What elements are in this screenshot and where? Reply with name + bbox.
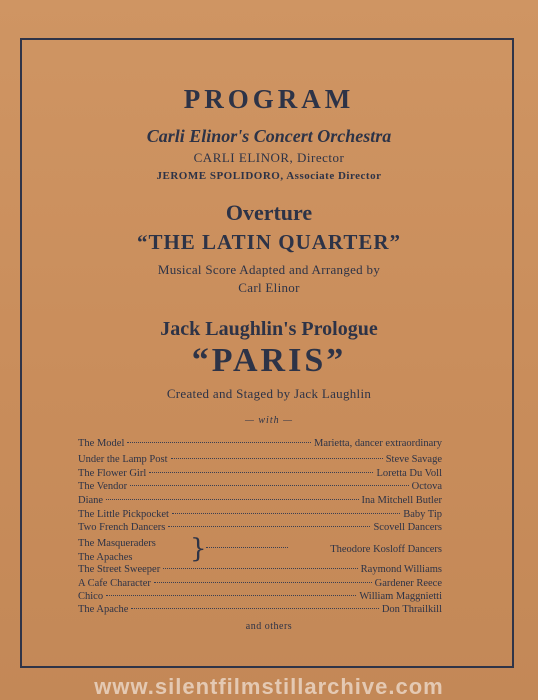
cast-role: Diane [78, 495, 104, 506]
cast-performer: Steve Savage [385, 454, 442, 465]
cast-row [78, 494, 442, 507]
created-by-line: Created and Staged by Jack Laughlin [166, 386, 372, 401]
cast-row [78, 437, 442, 450]
cast-row [78, 590, 442, 603]
cast-performer: Baby Tip [403, 509, 442, 520]
orchestra-name: Carli Elinor's Concert Orchestra [146, 126, 392, 146]
dot-leader [106, 499, 358, 500]
watermark: www.silentfilmstillarchive.com [94, 674, 444, 699]
dot-leader [206, 541, 288, 548]
dot-leader [130, 485, 409, 486]
cast-row [78, 480, 442, 493]
dot-leader [172, 513, 400, 514]
cast-role: Two French Dancers [78, 522, 166, 533]
cast-performer: Theodore Kosloff Dancers [330, 544, 442, 555]
cast-row-masqueraders [78, 534, 442, 565]
cast-row [78, 508, 442, 521]
and-others-line: and others [245, 621, 293, 632]
overture-label: Overture [225, 200, 313, 225]
dot-leader [168, 526, 370, 527]
program-heading: PROGRAM [183, 84, 355, 114]
dot-leader [106, 595, 356, 596]
cast-row [78, 467, 442, 480]
cast-row [78, 577, 442, 590]
cast-row [78, 453, 442, 466]
cast-role: The Model [78, 438, 125, 449]
cast-role: The Little Pickpocket [78, 509, 169, 520]
cast-row [78, 521, 442, 534]
cast-role: The Apaches [78, 552, 133, 563]
dot-leader [131, 608, 378, 609]
cast-performer: Scovell Dancers [373, 522, 442, 533]
prologue-title: “PARIS” [191, 342, 347, 379]
cast-role: Under the Lamp Post [78, 454, 168, 465]
cast-role: A Cafe Character [78, 578, 151, 589]
cast-role: The Masqueraders [78, 538, 156, 549]
score-credit-line-2: Carl Elinor [238, 280, 300, 295]
cast-performer: Don Thrailkill [381, 604, 442, 615]
director-line: CARLI ELINOR, Director [193, 150, 345, 165]
dot-leader [171, 458, 383, 459]
cast-role: The Street Sweeper [78, 564, 161, 575]
associate-director-line: JEROME SPOLIDORO, Associate Director [156, 170, 382, 182]
dot-leader [154, 582, 372, 583]
cast-row [78, 603, 442, 616]
cast-role: The Vendor [78, 481, 128, 492]
cast-performer: Ina Mitchell Butler [361, 495, 442, 506]
cast-role: The Flower Girl [78, 468, 147, 479]
dot-leader [163, 568, 357, 569]
cast-role: The Apache [78, 604, 129, 615]
cast-performer: William Maggnietti [359, 591, 442, 602]
prologue-label: Jack Laughlin's Prologue [160, 318, 378, 340]
overture-title: “THE LATIN QUARTER” [136, 230, 402, 254]
dot-leader [127, 442, 311, 443]
cast-performer: Marietta, dancer extraordinary [314, 438, 442, 449]
brace-glyph: } [190, 534, 207, 564]
score-credit-line-1: Musical Score Adapted and Arranged by [157, 262, 381, 277]
dot-leader [149, 472, 373, 473]
cast-performer: Raymond Williams [360, 564, 442, 575]
cast-performer: Octova [411, 481, 442, 492]
cast-role: Chico [78, 591, 104, 602]
with-divider: — with — [244, 415, 293, 426]
cast-performer: Loretta Du Voll [376, 468, 442, 479]
cast-performer: Gardener Reece [374, 578, 442, 589]
